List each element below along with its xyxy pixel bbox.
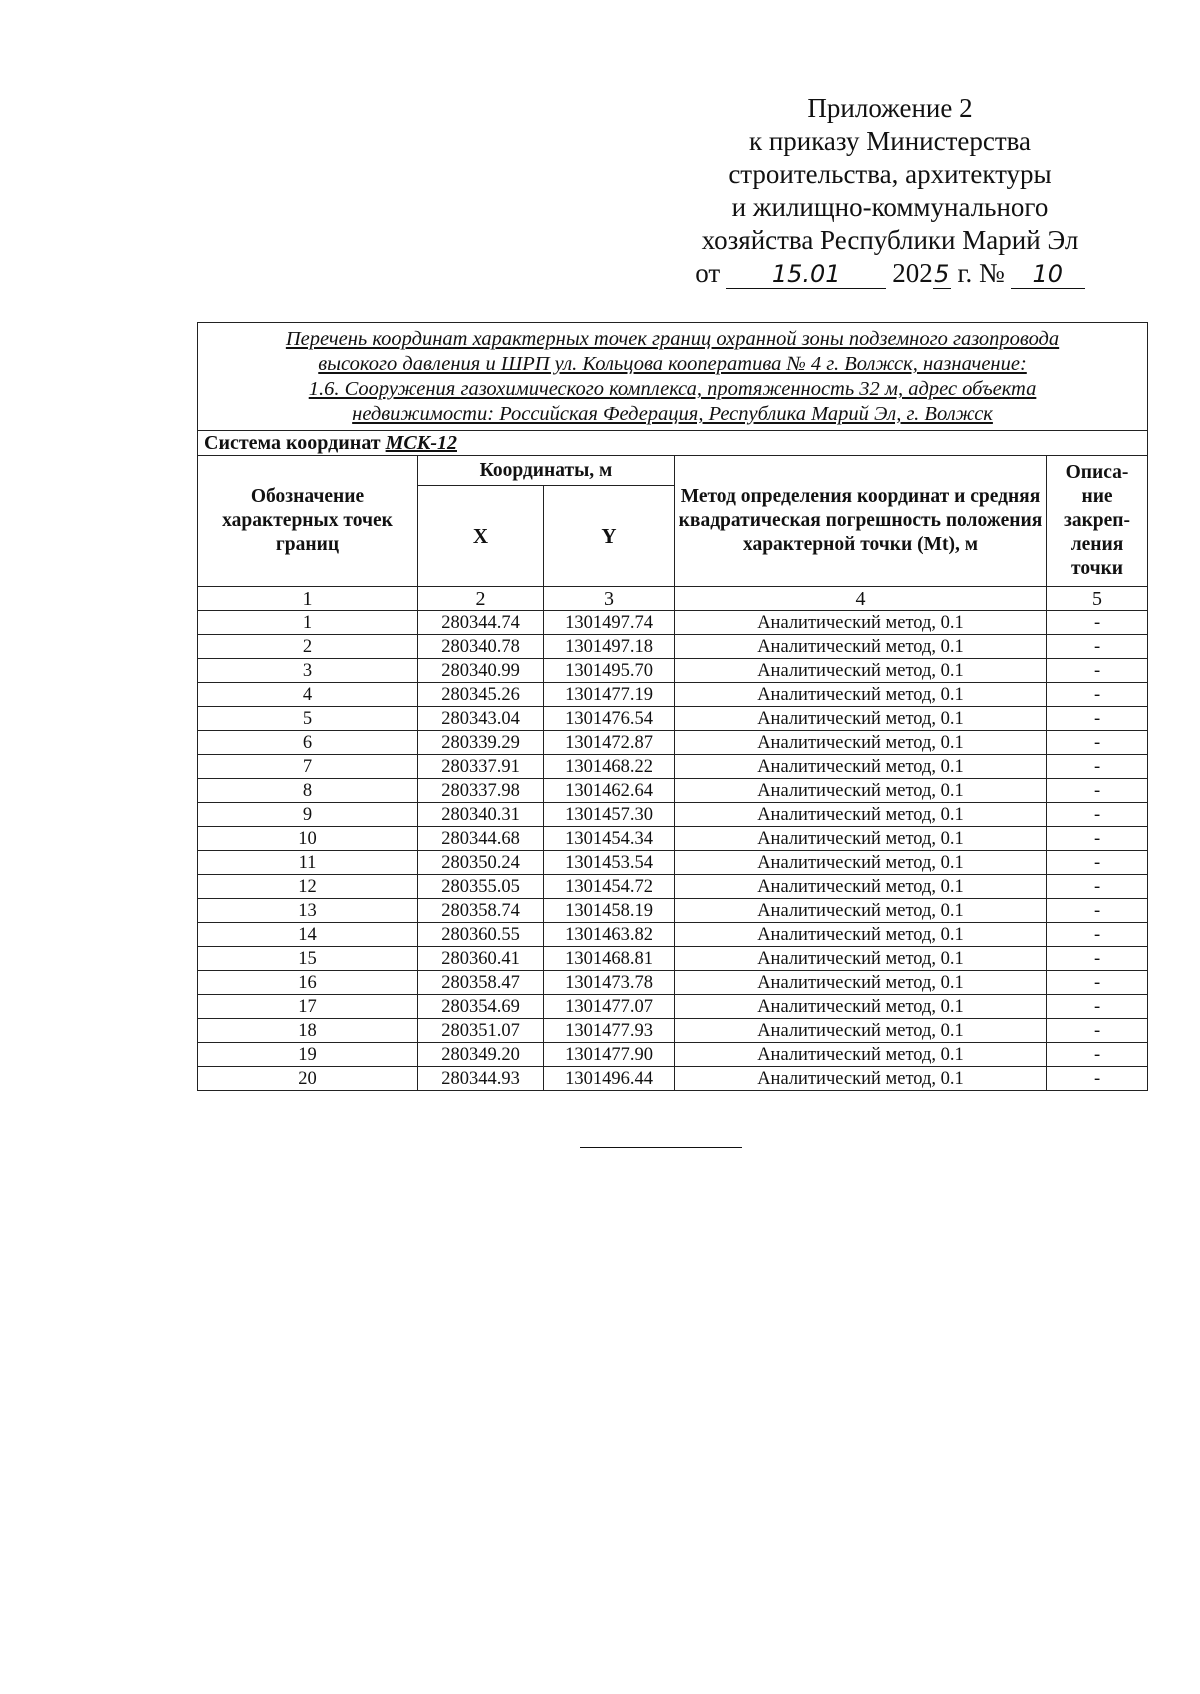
description-cell: -: [1047, 707, 1148, 731]
x-coordinate-cell: 280337.98: [418, 779, 544, 803]
table-title-line-1: Перечень координат характерных точек границ охранной зоны подземного газопровода: [285, 328, 1060, 350]
y-coordinate-cell: 1301468.81: [544, 947, 675, 971]
table-title-row: [198, 323, 1148, 431]
x-coordinate-cell: 280349.20: [418, 1043, 544, 1067]
point-id-cell: 16: [198, 971, 418, 995]
y-coordinate-cell: 1301495.70: [544, 659, 675, 683]
end-divider: [580, 1147, 742, 1148]
column-number: 4: [675, 587, 1047, 611]
x-coordinate-cell: 280354.69: [418, 995, 544, 1019]
table-title: [198, 323, 1148, 431]
description-cell: -: [1047, 995, 1148, 1019]
order-year-handwritten: 5: [934, 260, 950, 288]
point-id-cell: 19: [198, 1043, 418, 1067]
table-row: [198, 995, 1148, 1019]
column-number: 2: [418, 587, 544, 611]
method-cell: Аналитический метод, 0.1: [675, 1019, 1047, 1043]
description-cell: -: [1047, 755, 1148, 779]
table-row: [198, 1019, 1148, 1043]
y-coordinate-cell: 1301453.54: [544, 851, 675, 875]
header-row-1: [198, 456, 1148, 486]
column-number: 5: [1047, 587, 1148, 611]
header-y: Y: [544, 486, 675, 587]
x-coordinate-cell: 280344.68: [418, 827, 544, 851]
table-row: [198, 851, 1148, 875]
point-id-cell: 6: [198, 731, 418, 755]
order-number-handwritten: 10: [1011, 260, 1085, 289]
point-id-cell: 12: [198, 875, 418, 899]
description-cell: -: [1047, 923, 1148, 947]
description-cell: -: [1047, 971, 1148, 995]
order-date-line: [640, 257, 1140, 290]
method-cell: Аналитический метод, 0.1: [675, 923, 1047, 947]
method-cell: Аналитический метод, 0.1: [675, 611, 1047, 635]
method-cell: Аналитический метод, 0.1: [675, 827, 1047, 851]
description-cell: -: [1047, 947, 1148, 971]
coordinate-system: [198, 431, 1148, 456]
header-designation: Обозначение характерных точек границ: [198, 456, 418, 587]
x-coordinate-cell: 280343.04: [418, 707, 544, 731]
y-coordinate-cell: 1301477.07: [544, 995, 675, 1019]
appendix-line-5: хозяйства Республики Марий Эл: [701, 225, 1079, 255]
point-id-cell: 5: [198, 707, 418, 731]
x-coordinate-cell: 280344.93: [418, 1067, 544, 1091]
table-row: [198, 1043, 1148, 1067]
column-number: 1: [198, 587, 418, 611]
header-coordinates: Координаты, м: [418, 456, 675, 486]
table-row: [198, 659, 1148, 683]
table-row: [198, 947, 1148, 971]
year-prefix: 202: [892, 258, 933, 288]
table-title-line-4: недвижимости: Российская Федерация, Республика Марий Эл, г. Волжск: [352, 403, 993, 425]
x-coordinate-cell: 280350.24: [418, 851, 544, 875]
y-coordinate-cell: 1301462.64: [544, 779, 675, 803]
coordinate-system-row: [198, 431, 1148, 456]
y-coordinate-cell: 1301454.34: [544, 827, 675, 851]
method-cell: Аналитический метод, 0.1: [675, 707, 1047, 731]
appendix-header: [640, 92, 1140, 290]
description-cell: -: [1047, 1067, 1148, 1091]
description-cell: -: [1047, 731, 1148, 755]
table-row: [198, 971, 1148, 995]
table-row: [198, 899, 1148, 923]
method-cell: Аналитический метод, 0.1: [675, 755, 1047, 779]
point-id-cell: 10: [198, 827, 418, 851]
table-row: [198, 779, 1148, 803]
date-prefix: от: [695, 258, 721, 288]
method-cell: Аналитический метод, 0.1: [675, 899, 1047, 923]
y-coordinate-cell: 1301458.19: [544, 899, 675, 923]
y-coordinate-cell: 1301454.72: [544, 875, 675, 899]
y-coordinate-cell: 1301477.93: [544, 1019, 675, 1043]
method-cell: Аналитический метод, 0.1: [675, 971, 1047, 995]
x-coordinate-cell: 280340.78: [418, 635, 544, 659]
method-cell: Аналитический метод, 0.1: [675, 683, 1047, 707]
point-id-cell: 14: [198, 923, 418, 947]
x-coordinate-cell: 280340.99: [418, 659, 544, 683]
appendix-title: Приложение 2: [807, 93, 973, 123]
y-coordinate-cell: 1301473.78: [544, 971, 675, 995]
method-cell: Аналитический метод, 0.1: [675, 635, 1047, 659]
table-row: [198, 1067, 1148, 1091]
point-id-cell: 11: [198, 851, 418, 875]
column-numbers-row: [198, 587, 1148, 611]
table-row: [198, 707, 1148, 731]
x-coordinate-cell: 280360.41: [418, 947, 544, 971]
table-row: [198, 611, 1148, 635]
header-method: Метод определения координат и средняя квадратическая погрешность положения характерной точки (Mt), м: [675, 456, 1047, 587]
method-cell: Аналитический метод, 0.1: [675, 1067, 1047, 1091]
y-coordinate-cell: 1301477.90: [544, 1043, 675, 1067]
x-coordinate-cell: 280344.74: [418, 611, 544, 635]
coordinate-system-label: Система координат: [204, 432, 381, 454]
description-cell: -: [1047, 1043, 1148, 1067]
y-coordinate-cell: 1301468.22: [544, 755, 675, 779]
description-cell: -: [1047, 611, 1148, 635]
point-id-cell: 3: [198, 659, 418, 683]
header-description: Описа- ние закреп- ления точки: [1047, 456, 1148, 587]
order-number-label: г. №: [957, 258, 1005, 288]
point-id-cell: 17: [198, 995, 418, 1019]
description-cell: -: [1047, 635, 1148, 659]
x-coordinate-cell: 280358.47: [418, 971, 544, 995]
y-coordinate-cell: 1301476.54: [544, 707, 675, 731]
y-coordinate-cell: 1301496.44: [544, 1067, 675, 1091]
x-coordinate-cell: 280339.29: [418, 731, 544, 755]
y-coordinate-cell: 1301472.87: [544, 731, 675, 755]
x-coordinate-cell: 280358.74: [418, 899, 544, 923]
x-coordinate-cell: 280351.07: [418, 1019, 544, 1043]
y-coordinate-cell: 1301477.19: [544, 683, 675, 707]
appendix-line-3: строительства, архитектуры: [728, 159, 1052, 189]
method-cell: Аналитический метод, 0.1: [675, 803, 1047, 827]
point-id-cell: 2: [198, 635, 418, 659]
description-cell: -: [1047, 827, 1148, 851]
description-cell: -: [1047, 779, 1148, 803]
y-coordinate-cell: 1301463.82: [544, 923, 675, 947]
method-cell: Аналитический метод, 0.1: [675, 659, 1047, 683]
y-coordinate-cell: 1301457.30: [544, 803, 675, 827]
table-row: [198, 755, 1148, 779]
header-x: X: [418, 486, 544, 587]
point-id-cell: 18: [198, 1019, 418, 1043]
point-id-cell: 20: [198, 1067, 418, 1091]
method-cell: Аналитический метод, 0.1: [675, 947, 1047, 971]
y-coordinate-cell: 1301497.18: [544, 635, 675, 659]
table-row: [198, 923, 1148, 947]
point-id-cell: 4: [198, 683, 418, 707]
description-cell: -: [1047, 851, 1148, 875]
method-cell: Аналитический метод, 0.1: [675, 851, 1047, 875]
table-row: [198, 683, 1148, 707]
coordinates-table: [197, 322, 1148, 1091]
method-cell: Аналитический метод, 0.1: [675, 875, 1047, 899]
method-cell: Аналитический метод, 0.1: [675, 731, 1047, 755]
table-row: [198, 827, 1148, 851]
method-cell: Аналитический метод, 0.1: [675, 995, 1047, 1019]
description-cell: -: [1047, 875, 1148, 899]
method-cell: Аналитический метод, 0.1: [675, 1043, 1047, 1067]
column-number: 3: [544, 587, 675, 611]
table-title-line-3: 1.6. Сооружения газохимического комплекса, протяженность 32 м, адрес объекта: [308, 378, 1037, 400]
appendix-line-2: к приказу Министерства: [748, 126, 1032, 156]
order-date-handwritten: 15.01: [726, 260, 886, 289]
point-id-cell: 8: [198, 779, 418, 803]
y-coordinate-cell: 1301497.74: [544, 611, 675, 635]
x-coordinate-cell: 280345.26: [418, 683, 544, 707]
table-row: [198, 731, 1148, 755]
coordinate-system-value: МСК-12: [385, 432, 457, 454]
description-cell: -: [1047, 1019, 1148, 1043]
appendix-line-4: и жилищно-коммунального: [731, 192, 1049, 222]
method-cell: Аналитический метод, 0.1: [675, 779, 1047, 803]
description-cell: -: [1047, 683, 1148, 707]
x-coordinate-cell: 280337.91: [418, 755, 544, 779]
description-cell: -: [1047, 899, 1148, 923]
point-id-cell: 9: [198, 803, 418, 827]
x-coordinate-cell: 280340.31: [418, 803, 544, 827]
x-coordinate-cell: 280355.05: [418, 875, 544, 899]
point-id-cell: 13: [198, 899, 418, 923]
table-title-line-2: высокого давления и ШРП ул. Кольцова кооператива № 4 г. Волжск, назначение:: [318, 353, 1027, 375]
table-row: [198, 635, 1148, 659]
table-row: [198, 803, 1148, 827]
x-coordinate-cell: 280360.55: [418, 923, 544, 947]
point-id-cell: 15: [198, 947, 418, 971]
point-id-cell: 7: [198, 755, 418, 779]
description-cell: -: [1047, 659, 1148, 683]
point-id-cell: 1: [198, 611, 418, 635]
description-cell: -: [1047, 803, 1148, 827]
table-row: [198, 875, 1148, 899]
